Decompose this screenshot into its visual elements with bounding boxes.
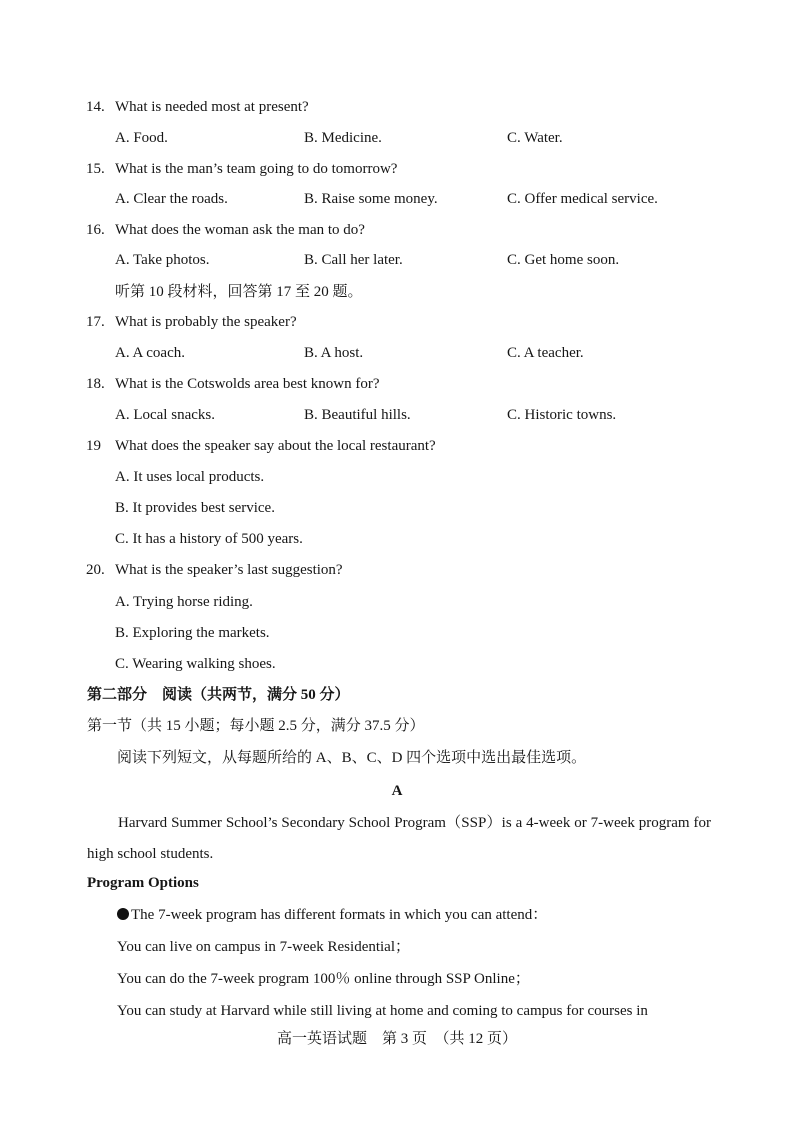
option-b: B. Beautiful hills.	[304, 407, 411, 423]
passage-line: You can study at Harvard while still living at home and coming to campus for courses in	[117, 1003, 648, 1019]
option-a: A. Clear the roads.	[115, 191, 228, 207]
question-number: 14.	[86, 99, 105, 115]
question-number: 19	[86, 438, 101, 454]
question-number: 17.	[86, 314, 105, 330]
passage-label: A	[391, 783, 403, 799]
reading-instruction: 阅读下列短文，从每题所给的 A、B、C、D 四个选项中选出最佳选项。	[117, 750, 587, 766]
question-text: What does the speaker say about the local restaurant?	[115, 438, 436, 454]
option-c: C. It has a history of 500 years.	[115, 531, 303, 547]
option-a: A. A coach.	[115, 345, 185, 361]
option-a: A. It uses local products.	[115, 469, 265, 485]
passage-line: You can live on campus in 7-week Residential；	[117, 939, 411, 955]
question-text: What does the woman ask the man to do?	[115, 222, 365, 238]
option-b: B. Medicine.	[304, 130, 382, 146]
option-a: A. Food.	[115, 130, 168, 146]
passage-intro: Harvard Summer School’s Secondary School Program（SSP）is a 4-week or 7-week program for high school students.	[87, 815, 711, 862]
question-number: 18.	[86, 376, 105, 392]
section1-title: 第一节（共 15 小题；每小题 2.5 分，满分 37.5 分）	[87, 718, 425, 734]
bullet-item	[117, 905, 547, 925]
passage-line: You can do the 7-week program 100％ online through SSP Online；	[117, 971, 530, 987]
option-c: C. Offer medical service.	[507, 191, 658, 207]
program-options-heading: Program Options	[87, 875, 199, 891]
option-a: A. Take photos.	[115, 252, 210, 268]
option-c: C. A teacher.	[507, 345, 584, 361]
option-c: C. Water.	[507, 130, 563, 146]
part2-title: 第二部分 阅读（共两节，满分 50 分）	[87, 687, 350, 703]
question-text: What is the speaker’s last suggestion?	[115, 562, 343, 578]
option-b: B. It provides best service.	[115, 500, 275, 516]
question-text: What is probably the speaker?	[115, 314, 297, 330]
option-c: C. Get home soon.	[507, 252, 620, 268]
option-c: C. Wearing walking shoes.	[115, 656, 276, 672]
option-a: A. Trying horse riding.	[115, 594, 253, 610]
bullet-text: The 7-week program has different formats in which you can attend：	[131, 907, 548, 923]
question-text: What is the man’s team going to do tomorrow?	[115, 161, 398, 177]
question-text: What is the Cotswolds area best known for?	[115, 376, 380, 392]
option-b: B. Exploring the markets.	[115, 625, 270, 641]
listening-instruction: 听第 10 段材料，回答第 17 至 20 题。	[115, 284, 363, 300]
option-c: C. Historic towns.	[507, 407, 617, 423]
option-b: B. A host.	[304, 345, 364, 361]
question-number: 15.	[86, 161, 105, 177]
page-footer: 高一英语试题 第 3 页 （共 12 页）	[276, 1031, 517, 1047]
option-b: B. Raise some money.	[304, 191, 438, 207]
option-a: A. Local snacks.	[115, 407, 215, 423]
option-b: B. Call her later.	[304, 252, 403, 268]
question-number: 16.	[86, 222, 105, 238]
question-number: 20.	[86, 562, 105, 578]
bullet-icon	[117, 908, 129, 920]
question-text: What is needed most at present?	[115, 99, 309, 115]
